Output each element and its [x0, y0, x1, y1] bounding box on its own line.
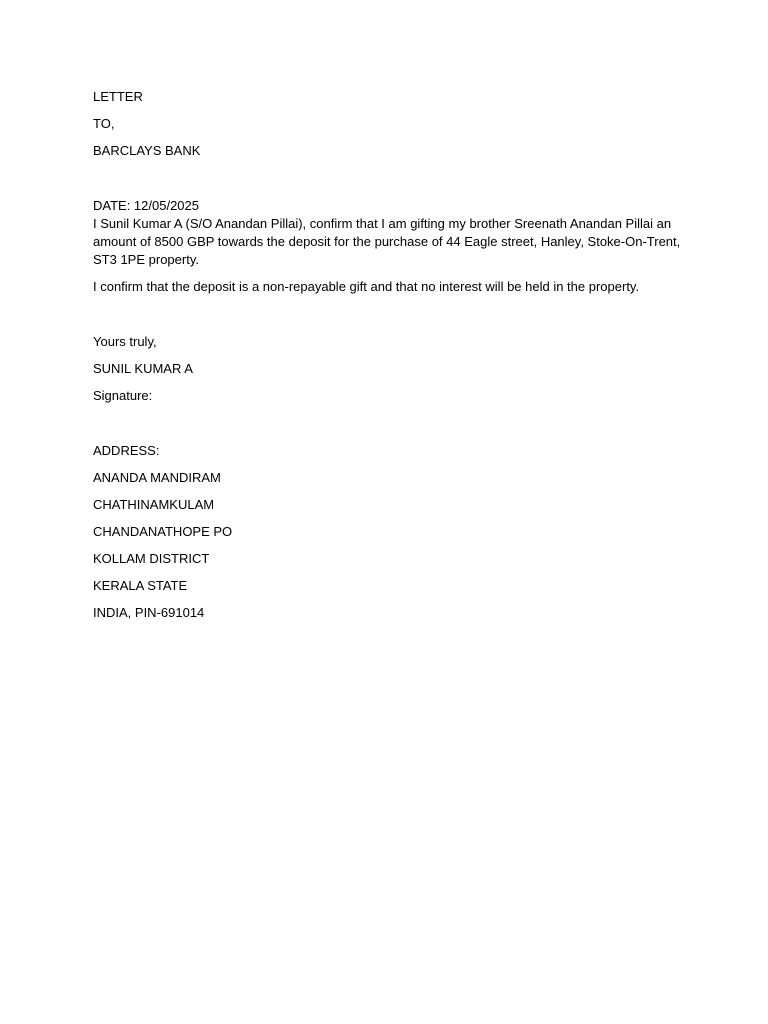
address-label: ADDRESS:	[93, 443, 160, 458]
paragraph-non-repayable: I confirm that the deposit is a non-repayable gift and that no interest will be held in the property.	[93, 279, 640, 294]
address-line: KERALA STATE	[93, 578, 188, 593]
letter-body	[93, 88, 683, 622]
closing-salutation: Yours truly,	[93, 334, 157, 349]
to-label: TO,	[93, 116, 115, 131]
sender-name: SUNIL KUMAR A	[93, 361, 193, 376]
address-line: KOLLAM DISTRICT	[93, 551, 210, 566]
paragraph-gift-statement: I Sunil Kumar A (S/O Anandan Pillai), confirm that I am gifting my brother Sreenath Anandan Pillai an amount of 8500 GBP towards the deposit for the purchase of 44 Eagle street, Hanley, Stoke-On-Trent, ST3 1PE property.	[93, 216, 681, 267]
signature-label: Signature:	[93, 388, 153, 403]
address-line: CHATHINAMKULAM	[93, 497, 215, 512]
address-line: CHANDANATHOPE PO	[93, 524, 233, 539]
letter-heading: LETTER	[93, 89, 143, 104]
address-line: INDIA, PIN-691014	[93, 605, 205, 620]
letter-date: DATE: 12/05/2025	[93, 198, 199, 213]
address-line: ANANDA MANDIRAM	[93, 470, 221, 485]
recipient-name: BARCLAYS BANK	[93, 143, 201, 158]
